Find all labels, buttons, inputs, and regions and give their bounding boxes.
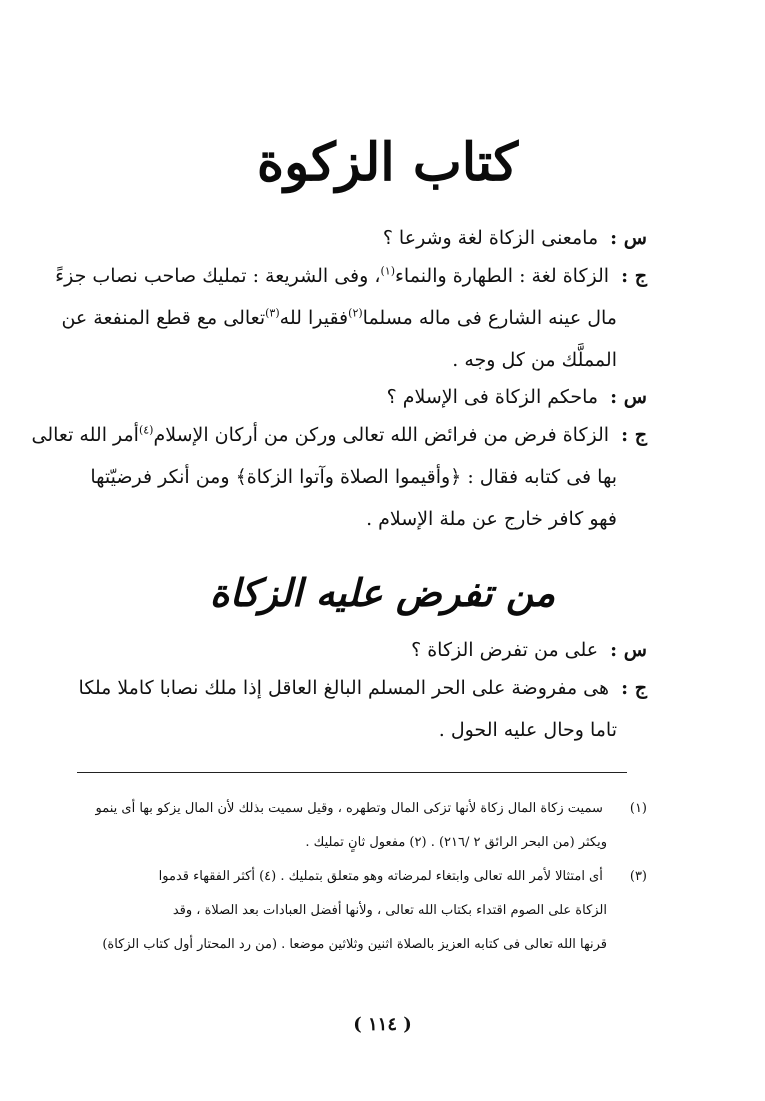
question-marker: س : <box>610 227 647 249</box>
answer-2-line-1 <box>31 414 647 456</box>
footnotes <box>74 792 647 962</box>
footnote-1-line-2 <box>74 826 647 860</box>
footnote-3-line-2 <box>74 894 647 928</box>
footnote-1-text-2: ويكثر (من البحر الرائق ٢ /٢١٦) . (٢) مفعول ثانٍ تمليك . <box>305 835 607 850</box>
answer-marker: ج : <box>621 265 647 287</box>
answer-2-text-c: بها فى كتابه فقال : ﴿وأقيموا الصلاة وآتوا الزكاة﴾ ومن أنكر فرضيّتها <box>90 466 617 488</box>
section-2-qa <box>76 634 647 751</box>
footnote-1-number: (١) <box>629 801 647 816</box>
answer-2-text-a: الزكاة فرض من فرائض الله تعالى وركن من أركان الإسلام <box>153 424 610 446</box>
question-2 <box>76 381 647 414</box>
answer-2-text-d: فهو كافر خارج عن ملة الإسلام . <box>366 508 617 530</box>
footnote-ref-1: (١) <box>380 264 395 278</box>
answer-3-text-a: هى مفروضة على الحر المسلم البالغ العاقل إذا ملك نصابا كاملا ملكا <box>78 677 610 699</box>
question-2-text: ماحكم الزكاة فى الإسلام ؟ <box>386 386 599 408</box>
question-3-text: على من تفرض الزكاة ؟ <box>411 639 599 661</box>
answer-marker: ج : <box>621 424 647 446</box>
question-marker: س : <box>610 386 647 408</box>
footnote-ref-4: (٤) <box>138 423 154 437</box>
answer-3-text-b: تاما وحال عليه الحول . <box>438 719 617 741</box>
footnote-3-line-1 <box>74 860 647 894</box>
page-number: ( ١١٤ ) <box>353 1014 412 1035</box>
footnote-ref-2: (٢) <box>348 306 363 320</box>
answer-1-text-c: مال عينه الشارع فى ماله مسلما <box>362 307 617 329</box>
section-heading: من تفرض عليه الزكاة <box>209 570 556 615</box>
question-3 <box>76 634 647 667</box>
answer-2-line-2 <box>76 456 647 498</box>
question-marker: س : <box>610 639 647 661</box>
chapter-heading: كتاب الزكوة <box>256 132 519 193</box>
footnote-3-text: أى امتثالا لأمر الله تعالى وابتغاء لمرضاته وهو متعلق بتمليك . (٤) أكثر الفقهاء قدموا <box>158 869 603 884</box>
footnote-3-text-2: الزكاة على الصوم اقتداء بكتاب الله تعالى ، ولأنها أفضل العبادات بعد الصلاة ، وقد <box>172 903 607 918</box>
footnote-ref-3: (٣) <box>265 306 280 320</box>
answer-1-text-d: فقيرا لله <box>279 307 349 329</box>
answer-3-line-1 <box>76 667 647 709</box>
question-1-text: مامعنى الزكاة لغة وشرعا ؟ <box>382 227 599 249</box>
footnote-3-line-3 <box>74 928 647 962</box>
answer-1-text-f: المملَّك من كل وجه . <box>452 349 617 371</box>
section-1-qa <box>31 222 647 540</box>
footnote-1-text: سميت زكاة المال زكاة لأنها تزكى المال وتطهره ، وقيل سميت بذلك لأن المال يزكو بها أى ينمو <box>95 801 603 816</box>
answer-1-text-b: ، وفى الشريعة : تمليك صاحب نصاب جزءً <box>55 265 381 287</box>
answer-marker: ج : <box>621 677 647 699</box>
answer-1-line-2 <box>61 297 647 339</box>
footnote-3-number: (٣) <box>629 869 647 884</box>
answer-2-text-b: أمر الله تعالى <box>31 424 139 446</box>
answer-1-text-a: الزكاة لغة : الطهارة والنماء <box>394 265 610 287</box>
footnote-3-text-3: قرنها الله تعالى فى كتابه العزيز بالصلاة اثنين وثلاثين موضعا . (من رد المحتار أول كتاب الزكاة) <box>102 937 607 952</box>
answer-1-text-e: تعالى مع قطع المنفعة عن <box>61 307 266 329</box>
footnote-divider <box>77 772 627 773</box>
answer-1-line-3 <box>76 339 647 381</box>
answer-2-line-3 <box>76 498 647 540</box>
footnote-1-line-1 <box>74 792 647 826</box>
answer-3-line-2 <box>76 709 647 751</box>
answer-1-line-1 <box>55 255 647 297</box>
question-1 <box>76 222 647 255</box>
